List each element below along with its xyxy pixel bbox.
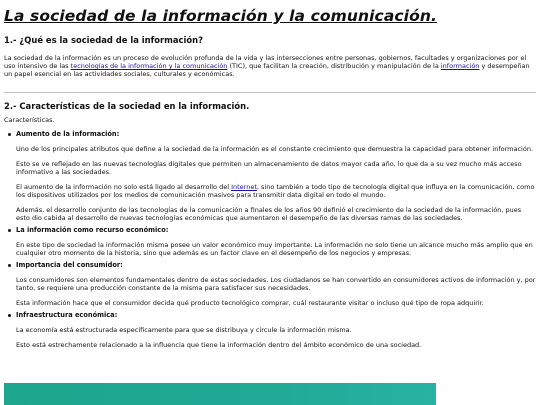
page-title: La sociedad de la información y la comunicación.	[4, 7, 437, 25]
list-item	[4, 130, 536, 138]
item-body	[16, 326, 536, 349]
item-paragraph: Los consumidores son elementos fundamentales dentro de estas sociedades. Los ciudadanos se han convertido en consumidores activos de información y, por tanto, se requiere una producción constante de la misma para satisfacer sus necesidades.	[16, 276, 536, 292]
item-title: Infraestructura económica:	[16, 311, 118, 319]
section1-paragraph	[4, 54, 536, 78]
divider	[4, 92, 536, 93]
list-item	[4, 261, 536, 269]
list-item	[4, 226, 536, 234]
section2-heading: 2.- Características de la sociedad en la información.	[4, 101, 250, 111]
item-paragraph: La economía está estructurada específicamente para que se distribuya y circule la información misma.	[16, 326, 352, 334]
item-paragraph: En este tipo de sociedad la información misma posee un valor económico muy importante. La información no solo tiene un alcance mucho más amplio que en cualquier otro momento de la historia, sino que además es un factor clave en el desempeño de los negocios y empresas.	[16, 241, 533, 257]
link-informacion[interactable]: información	[440, 62, 480, 70]
item-title: Importancia del consumidor:	[16, 261, 123, 269]
item-paragraph: Esta información hace que el consumidor decida qué producto tecnológico comprar, cuál restaurante visitar o incluso qué tipo de ropa adquirir.	[16, 299, 484, 307]
item-body	[16, 276, 536, 307]
item-paragraph: Uno de los principales atributos que define a la sociedad de la información es el constante crecimiento que demuestra la capacidad para obtener información.	[16, 145, 534, 153]
list-item	[4, 311, 536, 319]
text: (TIC), que facilitan la creación, distribución y manipulación de la	[227, 62, 441, 70]
section1-heading: 1.- ¿Qué es la sociedad de la información?	[4, 35, 203, 45]
item-paragraph: Esto está estrechamente relacionado a la influencia que tiene la información dentro del ámbito económico de una sociedad.	[16, 341, 422, 349]
text: y desempeñan un papel esencial en las actividades sociales, culturales y económicas.	[4, 62, 530, 78]
item-paragraph: Además, el desarrollo conjunto de las tecnologías de la comunicación a finales de los años 90 definió el crecimiento de la sociedad de la información, pues esto dio cabida al desarrollo de nuevas tecnologías económicas que aumentaron el desempeño de las diversas ramas de las sociedades.	[16, 206, 522, 222]
characteristics-list	[4, 130, 536, 349]
item-paragraph: Esto se ve reflejado en las nuevas tecnologías digitales que permiten un almacenamiento de datos mayor cada año, lo que da a su vez mucho más acceso informativo a las sociedades.	[16, 160, 522, 176]
teal-banner-image	[4, 383, 436, 405]
section2-subtitle: Características.	[4, 116, 55, 124]
text: , sino también a todo tipo de tecnología digital que influya en la comunicación, como los dispositivos utilizados por los medios de comunicación masivos para transmitir data digital en todo el mundo.	[16, 183, 535, 199]
item-body	[16, 145, 536, 222]
text: El aumento de la información no solo está ligado al desarrollo del	[16, 183, 232, 191]
item-paragraph	[16, 183, 536, 199]
item-title: Aumento de la información:	[16, 130, 120, 138]
text: La sociedad de la información es un proceso de evolución profunda de la vida y las intersecciones entre personas, gobiernos, facultades y organizaciones por el uso intensivo de las	[4, 54, 527, 70]
link-tic[interactable]: tecnologías de la información y la comunicación	[70, 62, 228, 70]
item-body	[16, 241, 536, 257]
item-title: La información como recurso económico:	[16, 226, 169, 234]
link-internet[interactable]: Internet	[231, 183, 257, 191]
article	[4, 0, 536, 349]
